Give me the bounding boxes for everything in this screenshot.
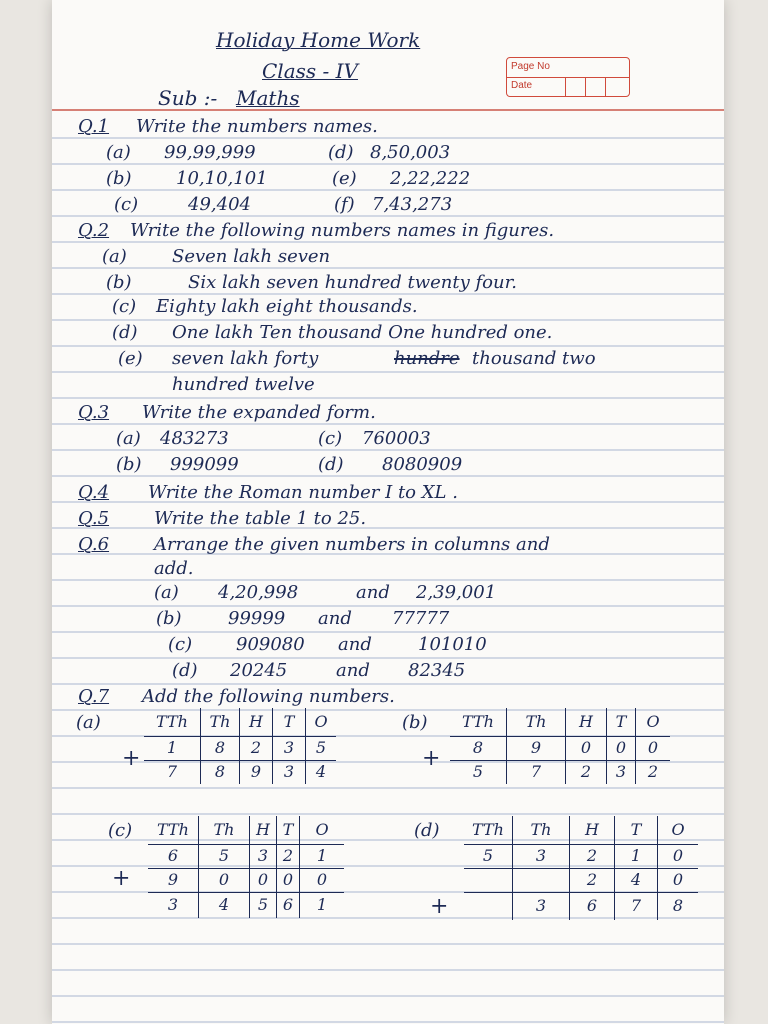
q7-d-header-t: T (615, 816, 658, 844)
q7-b-header-tth: TTh (450, 708, 507, 736)
class-label: Class - IV (262, 59, 358, 83)
q6-b-label: (b) (156, 608, 182, 629)
q7-d-r2-tth (464, 868, 513, 892)
q1-c-value: 49,404 (188, 194, 251, 215)
q7-a-r1-o: 5 (306, 736, 337, 760)
notebook-page (52, 0, 724, 1024)
q7-b-r2-tth: 5 (450, 760, 507, 784)
q2-d-label: (d) (112, 322, 138, 343)
q7-d-header-tth: TTh (464, 816, 513, 844)
q7-c-header-tth: TTh (148, 816, 199, 844)
q6-b-first: 99999 (228, 608, 286, 629)
q6-c-second: 101010 (418, 634, 487, 655)
q7-d-header-o: O (658, 816, 699, 844)
q7-d-r3-th: 3 (513, 892, 570, 920)
q3-c-value: 760003 (362, 428, 431, 449)
q7-a-r2-th: 8 (201, 760, 240, 784)
q6-d-and: and (336, 660, 370, 681)
q7-a-r1-th: 8 (201, 736, 240, 760)
q7-a-r1-tth: 1 (144, 736, 201, 760)
q7-d-header-th: Th (513, 816, 570, 844)
q3-number: Q.3 (78, 402, 110, 423)
q6-title-continuation: add. (154, 558, 194, 579)
q7-c-r3-th: 4 (199, 892, 250, 918)
q3-d-value: 8080909 (382, 454, 463, 475)
q7-b-label: (b) (402, 712, 428, 733)
q6-d-label: (d) (172, 660, 198, 681)
q2-e-text-after: thousand two (472, 348, 596, 369)
q7-a-header-th: Th (201, 708, 240, 736)
q2-c-text: Eighty lakh eight thousands. (156, 296, 418, 317)
q7-c-r1-th: 5 (199, 844, 250, 868)
q3-c-label: (c) (318, 428, 343, 449)
q7-c-r2-t: 0 (277, 868, 300, 892)
q7-b-r1-t: 0 (607, 736, 636, 760)
q7-a-r2-tth: 7 (144, 760, 201, 784)
q7-d-table (464, 816, 698, 920)
q7-b-r2-t: 3 (607, 760, 636, 784)
q6-b-and: and (318, 608, 352, 629)
q6-c-first: 909080 (236, 634, 305, 655)
q7-c-header-th: Th (199, 816, 250, 844)
q7-a-header-o: O (306, 708, 337, 736)
q7-c-label: (c) (108, 820, 133, 841)
q3-title: Write the expanded form. (142, 402, 376, 423)
page-title: Holiday Home Work (216, 28, 421, 52)
q7-d-r3-h: 6 (570, 892, 615, 920)
q2-d-text: One lakh Ten thousand One hundred one. (172, 322, 553, 343)
q7-c-r1-tth: 6 (148, 844, 199, 868)
q6-a-label: (a) (154, 582, 179, 603)
q1-f-value: 7,43,273 (372, 194, 453, 215)
q7-c-header-t: T (277, 816, 300, 844)
q1-e-label: (e) (332, 168, 357, 189)
q7-c-r3-o: 1 (300, 892, 345, 918)
q7-c-header-o: O (300, 816, 345, 844)
q7-a-r2-o: 4 (306, 760, 337, 784)
q1-c-label: (c) (114, 194, 139, 215)
q2-b-label: (b) (106, 272, 132, 293)
q7-d-label: (d) (414, 820, 440, 841)
q1-f-label: (f) (334, 194, 355, 215)
q6-d-first: 20245 (230, 660, 288, 681)
q7-c-r3-h: 5 (250, 892, 277, 918)
q7-b-header-t: T (607, 708, 636, 736)
q6-a-and: and (356, 582, 390, 603)
q7-d-r1-tth: 5 (464, 844, 513, 868)
q6-number: Q.6 (78, 534, 110, 555)
q1-a-label: (a) (106, 142, 131, 163)
q2-e-continuation: hundred twelve (172, 374, 315, 395)
q2-b-text: Six lakh seven hundred twenty four. (188, 272, 517, 293)
q3-b-value: 999099 (170, 454, 239, 475)
q7-title: Add the following numbers. (142, 686, 395, 707)
q7-a-r1-h: 2 (240, 736, 273, 760)
q7-c-r1-o: 1 (300, 844, 345, 868)
q7-a-r1-t: 3 (273, 736, 306, 760)
q4-text: Write the Roman number I to XL . (148, 482, 458, 503)
q7-a-header-tth: TTh (144, 708, 201, 736)
q1-a-value: 99,99,999 (164, 142, 256, 163)
q1-b-value: 10,10,101 (176, 168, 268, 189)
q7-b-r2-o: 2 (636, 760, 671, 784)
q7-a-label: (a) (76, 712, 101, 733)
q7-c-r1-h: 3 (250, 844, 277, 868)
q5-number: Q.5 (78, 508, 110, 529)
q7-d-r3-tth (464, 892, 513, 920)
q7-b-header-th: Th (507, 708, 566, 736)
q7-a-r2-h: 9 (240, 760, 273, 784)
q6-c-and: and (338, 634, 372, 655)
q7-d-r2-th (513, 868, 570, 892)
q7-c-r2-h: 0 (250, 868, 277, 892)
q7-b-r2-th: 7 (507, 760, 566, 784)
q4-number: Q.4 (78, 482, 110, 503)
q7-d-r2-h: 2 (570, 868, 615, 892)
q7-d-r1-o: 0 (658, 844, 699, 868)
q7-c-r3-t: 6 (277, 892, 300, 918)
q7-d-r1-t: 1 (615, 844, 658, 868)
q7-d-r1-th: 3 (513, 844, 570, 868)
q5-text: Write the table 1 to 25. (154, 508, 367, 529)
q7-c-r1-t: 2 (277, 844, 300, 868)
q7-b-r1-th: 9 (507, 736, 566, 760)
page-number-box (506, 57, 630, 97)
q7-c-plus: + (112, 866, 131, 891)
q7-c-header-h: H (250, 816, 277, 844)
q3-b-label: (b) (116, 454, 142, 475)
q7-a-plus: + (122, 746, 141, 771)
q6-a-second: 2,39,001 (416, 582, 497, 603)
subject-name: Maths (236, 86, 300, 110)
q2-a-text: Seven lakh seven (172, 246, 331, 267)
q7-b-r2-h: 2 (566, 760, 607, 784)
q7-c-r2-th: 0 (199, 868, 250, 892)
q7-b-header-h: H (566, 708, 607, 736)
q7-b-r1-h: 0 (566, 736, 607, 760)
q3-a-label: (a) (116, 428, 141, 449)
q6-d-second: 82345 (408, 660, 466, 681)
q6-a-first: 4,20,998 (218, 582, 299, 603)
q7-d-r2-t: 4 (615, 868, 658, 892)
q3-a-value: 483273 (160, 428, 229, 449)
q7-d-r3-o: 8 (658, 892, 699, 920)
q2-number: Q.2 (78, 220, 110, 241)
q1-d-label: (d) (328, 142, 354, 163)
q7-d-r3-t: 7 (615, 892, 658, 920)
q7-d-r2-o: 0 (658, 868, 699, 892)
q7-a-header-h: H (240, 708, 273, 736)
q7-number: Q.7 (78, 686, 110, 707)
q2-c-label: (c) (112, 296, 137, 317)
q2-e-text: seven lakh forty (172, 348, 319, 369)
q7-d-header-h: H (570, 816, 615, 844)
q7-a-header-t: T (273, 708, 306, 736)
q7-c-r2-o: 0 (300, 868, 345, 892)
q7-b-r1-o: 0 (636, 736, 671, 760)
q7-b-header-o: O (636, 708, 671, 736)
q7-b-table (450, 708, 670, 784)
q6-b-second: 77777 (392, 608, 450, 629)
q7-c-r3-tth: 3 (148, 892, 199, 918)
q7-a-table (144, 708, 336, 784)
date-label: Date (511, 80, 533, 91)
q1-e-value: 2,22,222 (390, 168, 471, 189)
page-no-label: Page No (511, 61, 550, 72)
q2-e-struck-word: hundre (394, 348, 460, 369)
q7-d-r1-h: 2 (570, 844, 615, 868)
subject-prefix: Sub :- (158, 86, 218, 110)
q2-title: Write the following numbers names in figures. (130, 220, 555, 241)
q1-title: Write the numbers names. (136, 116, 378, 137)
q1-d-value: 8,50,003 (370, 142, 451, 163)
q6-title: Arrange the given numbers in columns and (154, 534, 550, 555)
q6-c-label: (c) (168, 634, 193, 655)
q1-b-label: (b) (106, 168, 132, 189)
q7-b-plus: + (422, 746, 441, 771)
q7-b-r1-tth: 8 (450, 736, 507, 760)
q7-d-plus: + (430, 894, 449, 919)
q2-e-label: (e) (118, 348, 143, 369)
q2-a-label: (a) (102, 246, 127, 267)
q7-a-r2-t: 3 (273, 760, 306, 784)
q3-d-label: (d) (318, 454, 344, 475)
q7-c-r2-tth: 9 (148, 868, 199, 892)
q7-c-table (148, 816, 344, 918)
q1-number: Q.1 (78, 116, 110, 137)
